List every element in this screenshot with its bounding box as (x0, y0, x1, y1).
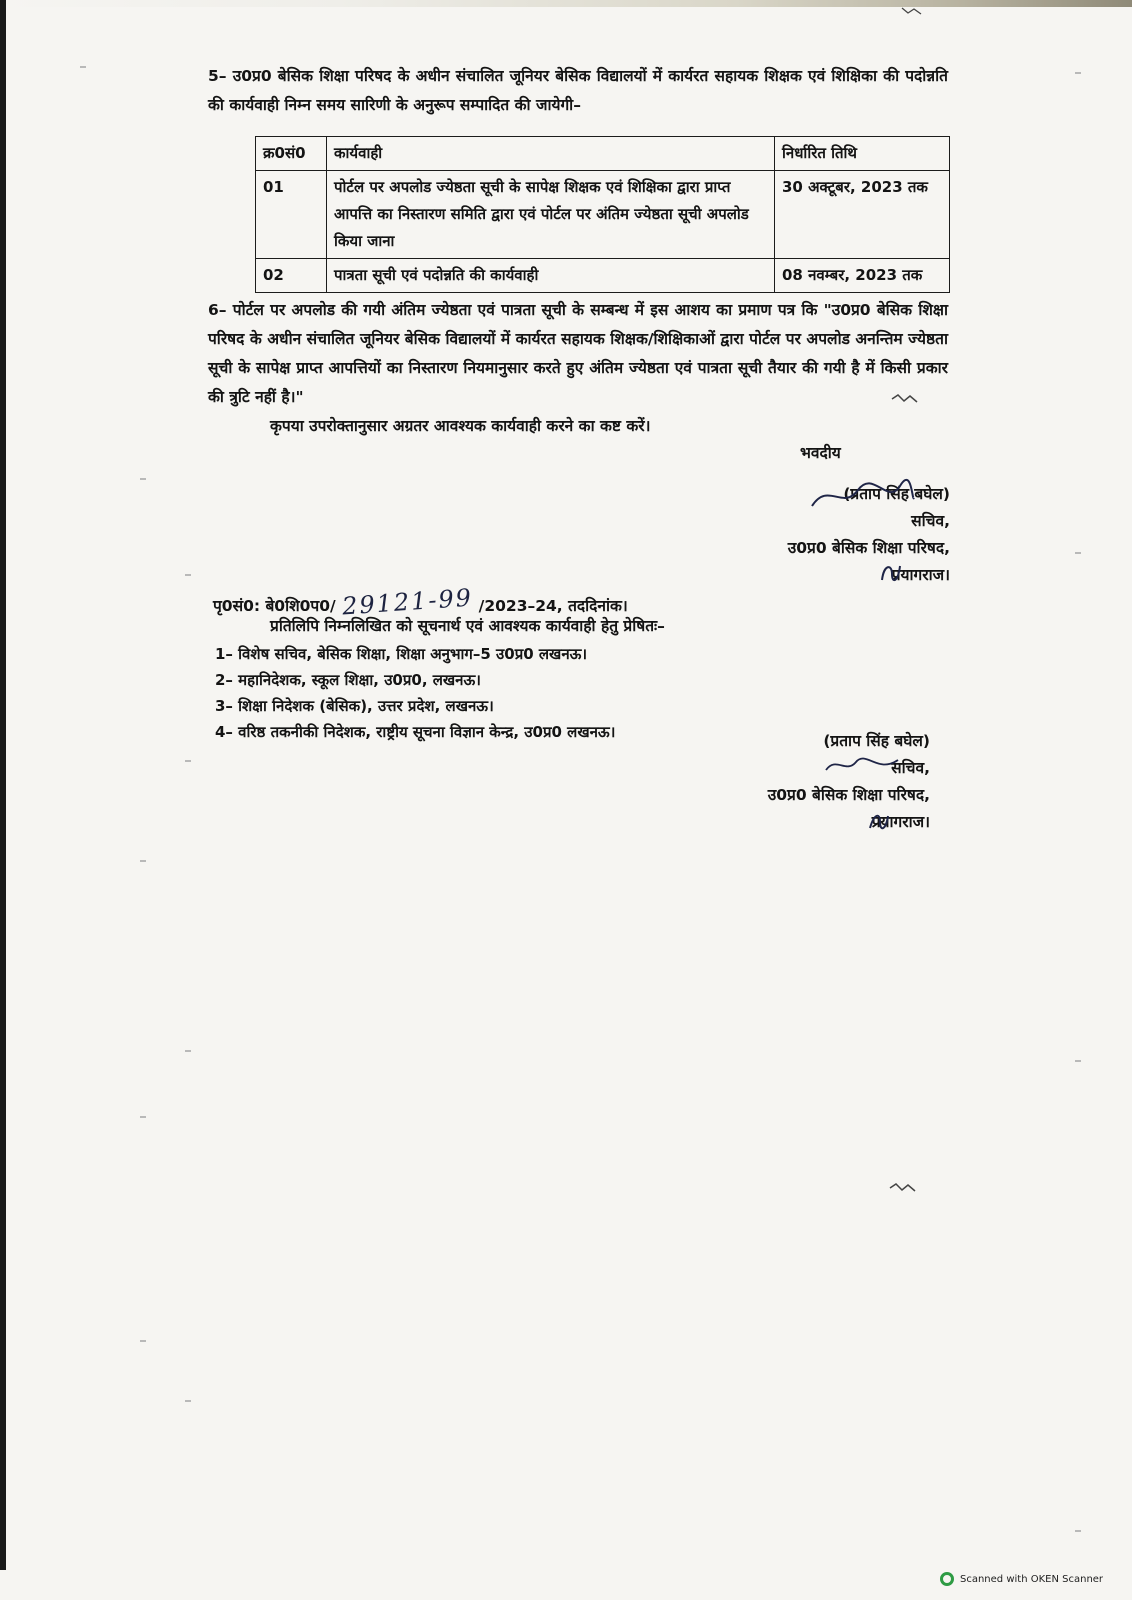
reference-line (213, 583, 628, 621)
scan-speck (185, 760, 191, 762)
initials-mark (878, 560, 904, 584)
reference-prefix: पृ0सं0: बे0शि0प0/ (213, 597, 336, 615)
list-item: 1– विशेष सचिव, बेसिक शिक्षा, शिक्षा अनुभाग–5 उ0प्र0 लखनऊ। (215, 645, 588, 663)
paragraph-5 (208, 62, 948, 120)
scan-speck (1075, 1060, 1081, 1062)
paragraph-number: 5– (208, 67, 227, 85)
scan-speck (140, 1340, 146, 1342)
scan-top-edge (0, 0, 1132, 7)
copy-recipient-list (215, 641, 615, 745)
table-header-row (256, 137, 950, 171)
signatory-organization: उ0प्र0 बेसिक शिक्षा परिषद, (787, 539, 950, 557)
reference-suffix: /2023–24, तददिनांक। (478, 597, 628, 615)
cell-date: 30 अक्टूबर, 2023 तक (775, 171, 950, 259)
signatory-designation: सचिव, (911, 512, 950, 530)
watermark-text: Scanned with OKEN Scanner (960, 1573, 1104, 1585)
scan-mark (888, 1182, 918, 1194)
scan-speck (1075, 1530, 1081, 1532)
cell-action: पात्रता सूची एवं पदोन्नति की कार्यवाही (327, 259, 775, 293)
signature-block-2 (680, 728, 930, 836)
signatory-organization: उ0प्र0 बेसिक शिक्षा परिषद, (767, 786, 930, 804)
column-header-serial: क्र0सं0 (256, 137, 327, 171)
paragraph-6 (208, 296, 948, 412)
list-item: 2– महानिदेशक, स्कूल शिक्षा, उ0प्र0, लखनऊ। (215, 671, 481, 689)
scan-speck (140, 478, 146, 480)
signatory-name: (प्रताप सिंह बघेल) (843, 485, 950, 503)
scan-speck (185, 1400, 191, 1402)
initials-mark (866, 808, 892, 832)
scanner-watermark (940, 1572, 1103, 1586)
scan-speck (140, 860, 146, 862)
paragraph-number: 6– (208, 301, 227, 319)
list-item: 3– शिक्षा निदेशक (बेसिक), उत्तर प्रदेश, लखनऊ। (215, 697, 494, 715)
scan-mark (890, 393, 920, 405)
handwritten-signature (808, 476, 918, 516)
column-header-action: कार्यवाही (327, 137, 775, 171)
cell-serial: 02 (256, 259, 327, 293)
list-item: 4– वरिष्ठ तकनीकी निदेशक, राष्ट्रीय सूचना विज्ञान केन्द्र, उ0प्र0 लखनऊ। (215, 723, 616, 741)
table-row (256, 259, 950, 293)
scan-speck (185, 1050, 191, 1052)
schedule-table (255, 136, 950, 293)
paragraph-text: पोर्टल पर अपलोड की गयी अंतिम ज्येष्ठता एवं पात्रता सूची के सम्बन्ध में इस आशय का प्रमाण पत्र कि "उ0प्र0 बेसिक शिक्षा परिषद के अधीन संचालित जूनियर बेसिक विद्यालयों में कार्यरत सहायक शिक्षक/शिक्षिकाओं द्वारा पोर्टल पर अपलोड अनन्तिम ज्येष्ठता सूची के सापेक्ष प्राप्त आपत्तियों का निस्तारण नियमानुसार करते हुए अंतिम ज्येष्ठता एवं पात्रता सूची तैयार की गयी है में किसी प्रकार की त्रुटि नहीं है।" (208, 301, 948, 406)
handwritten-reference-number: 29121-99 (340, 583, 474, 621)
copy-intro: प्रतिलिपि निम्नलिखित को सूचनार्थ एवं आवश्यक कार्यवाही हेतु प्रेषितः– (270, 617, 665, 635)
request-line: कृपया उपरोक्तानुसार अग्रतर आवश्यक कार्यवाही करने का कष्ट करें। (270, 417, 651, 435)
signatory-name: (प्रताप सिंह बघेल) (823, 732, 930, 750)
signatory-city: प्रयागराज। (871, 813, 930, 831)
scan-speck (140, 1116, 146, 1118)
cell-date: 08 नवम्बर, 2023 तक (775, 259, 950, 293)
scan-left-edge (0, 0, 6, 1570)
oken-logo-icon (940, 1572, 954, 1586)
scan-speck (80, 66, 86, 68)
closing-salutation: भवदीय (800, 444, 841, 462)
cell-serial: 01 (256, 171, 327, 259)
column-header-date: निर्धारित तिथि (775, 137, 950, 171)
signatory-city: प्रयागराज। (891, 566, 950, 584)
scan-mark (900, 6, 924, 16)
scan-speck (1075, 72, 1081, 74)
handwritten-signature (822, 752, 902, 778)
scan-speck (185, 574, 191, 576)
cell-action: पोर्टल पर अपलोड ज्येष्ठता सूची के सापेक्ष शिक्षक एवं शिक्षिका द्वारा प्राप्त आपत्ति का निस्तारण समिति द्वारा एवं पोर्टल पर अंतिम ज्येष्ठता सूची अपलोड किया जाना (327, 171, 775, 259)
signatory-designation: सचिव, (891, 759, 930, 777)
table-row (256, 171, 950, 259)
paragraph-text: उ0प्र0 बेसिक शिक्षा परिषद के अधीन संचालित जूनियर बेसिक विद्यालयों में कार्यरत सहायक शिक्षक एवं शिक्षिका की पदोन्नति की कार्यवाही निम्न समय सारिणी के अनुरूप सम्पादित की जायेगी– (208, 67, 948, 114)
scan-speck (1075, 552, 1081, 554)
